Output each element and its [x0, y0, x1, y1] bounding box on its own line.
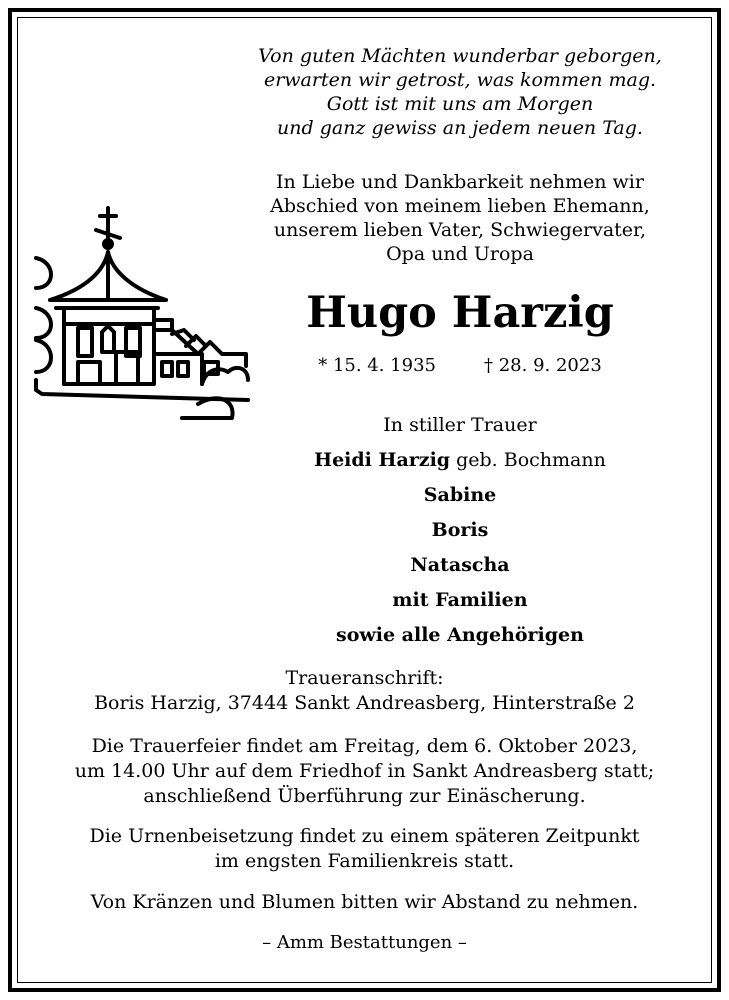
- mourners-heading: In stiller Trauer: [383, 414, 537, 436]
- spouse-suffix: geb. Bochmann: [450, 449, 606, 471]
- funeral-line: um 14.00 Uhr auf dem Friedhof in Sankt Andreasberg statt;: [74, 760, 655, 782]
- flowers-request: Von Kränzen und Blumen bitten wir Abstand zu nehmen.: [90, 891, 639, 913]
- spouse-line: [190, 443, 729, 478]
- poem-line: und ganz gewiss an jedem neuen Tag.: [277, 117, 643, 139]
- intro-text: [190, 170, 729, 266]
- mourners-list: [190, 408, 729, 653]
- life-dates: [190, 354, 729, 378]
- spouse-name: Heidi Harzig: [314, 449, 451, 471]
- undertaker-name: – Amm Bestattungen –: [262, 932, 467, 953]
- birth-date: * 15. 4. 1935: [318, 355, 436, 376]
- intro-line: Opa und Uropa: [386, 243, 534, 265]
- deceased-name: Hugo Harzig: [306, 288, 614, 338]
- intro-line: unserem lieben Vater, Schwiegervater,: [273, 219, 647, 241]
- mourner-name: Boris: [431, 519, 489, 541]
- poem-line: erwarten wir getrost, was kommen mag.: [263, 69, 657, 91]
- urn-line: im engsten Familienkreis statt.: [214, 850, 515, 872]
- death-date: † 28. 9. 2023: [484, 355, 602, 376]
- poem: [190, 44, 729, 140]
- intro-line: In Liebe und Dankbarkeit nehmen wir: [276, 171, 644, 193]
- poem-line: Gott ist mit uns am Morgen: [326, 93, 594, 115]
- funeral-line: Die Trauerfeier findet am Freitag, dem 6. Oktober 2023,: [91, 735, 638, 757]
- mourner-name: mit Familien: [392, 589, 528, 611]
- address-text: Boris Harzig, 37444 Sankt Andreasberg, Hinterstraße 2: [94, 692, 635, 714]
- intro-line: Abschied von meinem lieben Ehemann,: [270, 195, 650, 217]
- urn-line: Die Urnenbeisetzung findet zu einem späteren Zeitpunkt: [89, 825, 640, 847]
- funeral-info: [0, 734, 729, 809]
- mourning-address: [0, 666, 729, 716]
- urn-burial-info: [0, 824, 729, 874]
- mourner-name: Sabine: [423, 484, 497, 506]
- poem-line: Von guten Mächten wunderbar geborgen,: [258, 45, 662, 67]
- funeral-line: anschließend Überführung zur Einäscherung.: [143, 785, 586, 807]
- mourner-name: sowie alle Angehörigen: [336, 624, 584, 646]
- mourner-name: Natascha: [410, 554, 510, 576]
- address-label: Traueranschrift:: [285, 667, 444, 689]
